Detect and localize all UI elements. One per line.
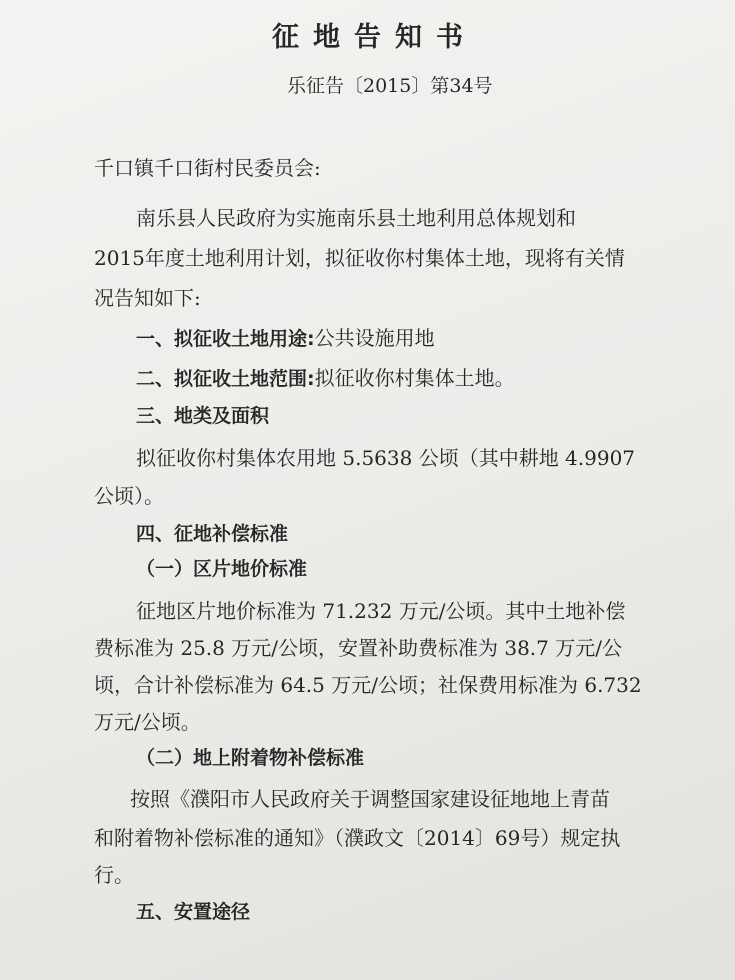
document-number: 乐征告〔2015〕第34号	[287, 75, 493, 97]
item4-sub1-line: 万元/公顷。	[94, 710, 201, 734]
item4-sub1-line: 费标准为 25.8 万元/公顷，安置补助费标准为 38.7 万元/公	[94, 636, 622, 660]
item4-sub2-heading: （二）地上附着物补偿标准	[136, 747, 365, 769]
item2-body: 拟征收你村集体土地。	[314, 366, 515, 390]
item4-heading: 四、征地补偿标准	[136, 523, 289, 545]
item4-sub1-line: 顷，合计补偿标准为 64.5 万元/公顷；社保费用标准为 6.732	[94, 673, 642, 697]
document-title: 征地告知书	[272, 22, 477, 53]
item1-body: 公共设施用地	[314, 326, 435, 350]
item1	[136, 326, 435, 351]
item3-line: 公顷）。	[94, 484, 164, 508]
item2	[136, 366, 515, 391]
item3-line: 拟征收你村集体农用地 5.5638 公顷（其中耕地 4.9907	[136, 446, 636, 470]
item2-heading: 二、拟征收土地范围:	[136, 368, 315, 390]
intro-line: 南乐县人民政府为实施南乐县土地利用总体规划和	[136, 206, 576, 230]
item4-sub2-line: 按照《濮阳市人民政府关于调整国家建设征地地上青苗	[130, 787, 610, 811]
addressee: 千口镇千口街村民委员会:	[94, 156, 321, 180]
item4-sub1-heading: （一）区片地价标准	[136, 558, 308, 580]
item1-heading: 一、拟征收土地用途:	[136, 328, 315, 350]
item5-heading: 五、安置途径	[136, 901, 251, 923]
intro-line: 2015年度土地利用计划，拟征收你村集体土地，现将有关情	[94, 246, 625, 270]
item3-heading: 三、地类及面积	[136, 405, 270, 427]
item4-sub2-line: 和附着物补偿标准的通知》（濮政文〔2014〕69号）规定执	[94, 826, 621, 850]
item4-sub1-line: 征地区片地价标准为 71.232 万元/公顷。其中土地补偿	[136, 599, 626, 623]
item4-sub2-line: 行。	[94, 863, 134, 887]
intro-line: 况告知如下:	[94, 286, 201, 310]
